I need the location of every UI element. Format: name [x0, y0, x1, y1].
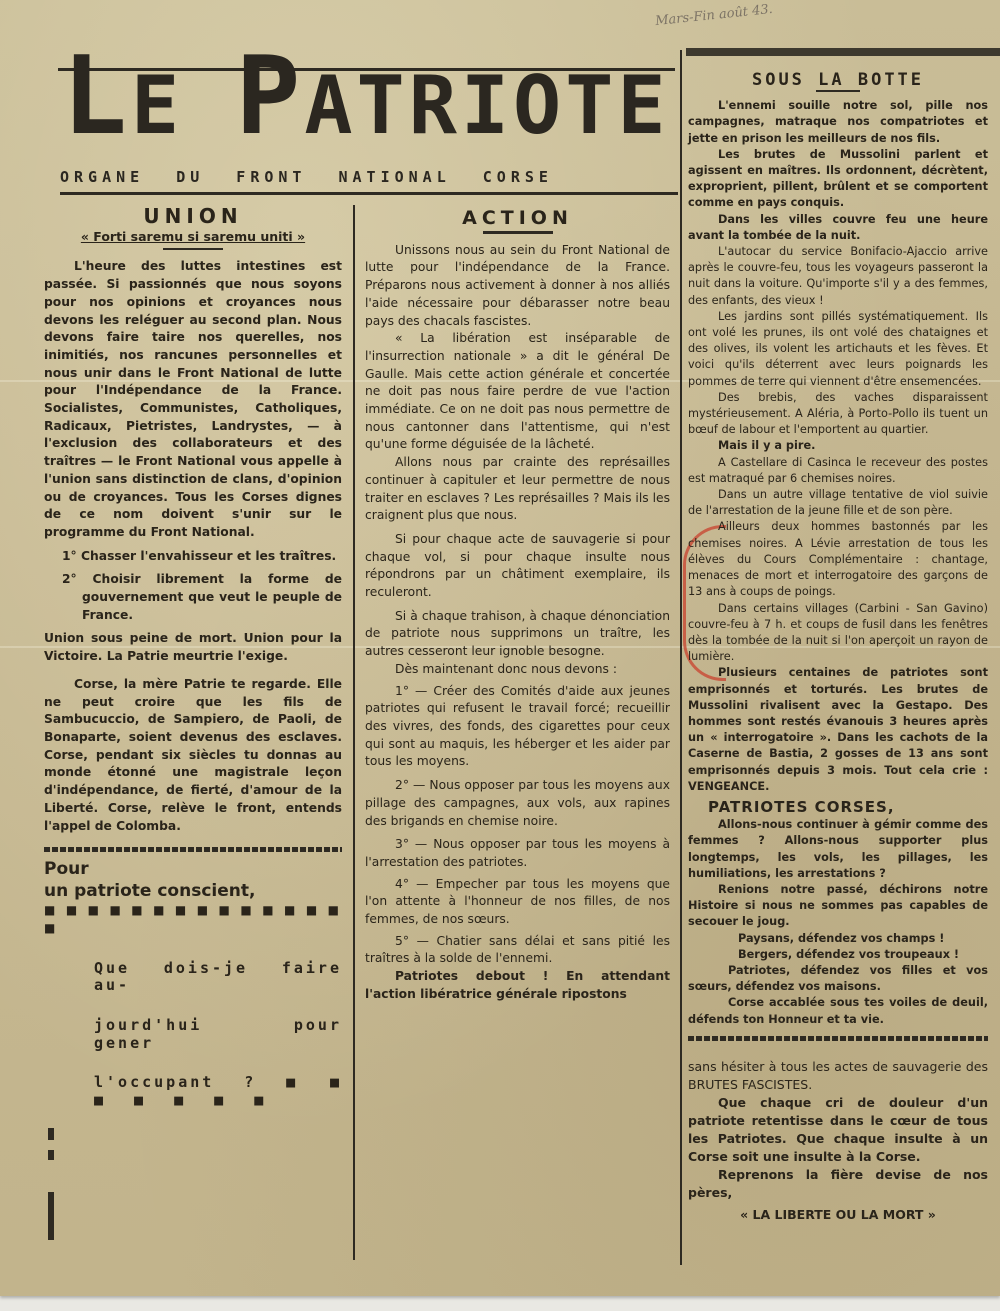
- action-item: 5° — Chatier sans délai et sans pitié les traîtres à la solde de l'ennemi.: [365, 933, 670, 966]
- defend-line: Bergers, défendez vos troupeaux !: [738, 947, 960, 961]
- pour-title-line1: Pour: [44, 859, 89, 880]
- left-marker: [48, 1192, 54, 1240]
- action-paragraph: Si pour chaque acte de sauvagerie si pour chaque vol, si pour chaque insulte nous répondrons par un châtiment exemplaire, ils reculeront.: [365, 531, 670, 600]
- union-item: 1° Chasser l'envahisseur et les traîtres.: [62, 548, 337, 563]
- masthead-letter-e: E: [131, 59, 236, 152]
- pour-title-line2: un patriote conscient,: [44, 881, 256, 902]
- final-paragraph: Que chaque cri de douleur d'un patriote retentisse dans le cœur de tous les Patriotes. Que chaque insulte à un Corse soit une insulte à la Corse.: [688, 1095, 988, 1164]
- question-line: Que dois-je faire au-: [94, 958, 342, 995]
- union-item: 2° Choisir librement la forme de gouvernement que veut le peuple de France.: [62, 572, 342, 622]
- union-column: [44, 204, 342, 1110]
- action-closing: Patriotes debout ! En attendant l'action libératrice générale ripostons: [365, 969, 670, 1001]
- masthead-letter-l: L: [62, 34, 132, 159]
- appeal-paragraph: Allons-nous continuer à gémir comme des femmes ? Allons-nous supporter plus longtemps, les vols, les pillages, les humiliations, les arrestations ?: [688, 818, 988, 880]
- title-underline: [483, 231, 553, 234]
- action-paragraph: Si à chaque trahison, à chaque dénonciation de patriote nous supprimons un traître, les autres cesseront leur ignoble besogne.: [365, 608, 670, 659]
- botte-paragraph: Les brutes de Mussolini parlent et agissent en maîtres. Ils ordonnent, décrètent, exproprient, pillent, brûlent et se comportent comme en pays conquis.: [688, 147, 988, 210]
- final-paragraph: Reprenons la fière devise de nos pères,: [688, 1167, 988, 1200]
- action-column: [365, 207, 670, 1004]
- sous-la-botte-column: [688, 72, 988, 1047]
- union-title: UNION: [143, 204, 243, 228]
- botte-paragraph: Plusieurs centaines de patriotes sont emprisonnés et torturés. Les brutes de Mussolini rivalisent avec la Gestapo. Des hommes sont restés évanouis 3 heures après un « interrogatoire ». Dans les cachots de la Caserne de Bastia, 2 gosses de 13 ans sont emprisonnés depuis 3 mois. Tout cela crie : VENGEANCE.: [688, 666, 988, 793]
- action-paragraph: Allons nous par crainte des représailles continuer à capituler et leur permettre de nous traiter en esclaves ? Les représailles ? Mais ils les craignent plus que nous.: [365, 455, 670, 523]
- defend-line: Corse accablée sous tes voiles de deuil, défends ton Honneur et ta vie.: [688, 996, 988, 1026]
- action-item: 1° — Créer des Comités d'aide aux jeunes patriotes qui refusent le travail forcé; recueillir des vivres, des fonds, des cigarettes pour ceux qui sont au maquis, les héberger et les aider par tous les moyens.: [365, 683, 670, 769]
- corse-paragraph: Corse, la mère Patrie te regarde. Elle ne peut croire que les fils de Sambucuccio, de Sampiero, de Paoli, de Bonaparte, soient devenus des esclaves. Corse, pendant six siècles tu donnas au monde étonné une magistrale leçon d'indépendance, de fierté, d'amour de la Liberté. Corse, relève le front, entends l'appel de Colomba.: [44, 676, 342, 833]
- final-section: [688, 1058, 988, 1224]
- masthead-bottom-rule: [60, 192, 678, 195]
- botte-paragraph: L'ennemi souille notre sol, pille nos campagnes, matraque nos compatriotes et jette en prison les meilleurs de nos fils.: [688, 99, 988, 145]
- left-marker: [48, 1150, 54, 1160]
- masthead-rest: ATRIOTE: [304, 59, 670, 152]
- botte-paragraph: L'autocar du service Bonifacio-Ajaccio arrive après le couvre-feu, tous les voyageurs passeront la nuit dans la voiture. Qu'importe s'il y a des femmes, des enfants, des vieux !: [688, 245, 988, 307]
- dashed-divider: [44, 847, 342, 852]
- left-marker: [48, 1128, 54, 1140]
- botte-paragraph: Mais il y a pire.: [718, 439, 816, 453]
- sous-la-botte-title: SOUS LA BOTTE: [751, 70, 925, 90]
- continuation-text: sans hésiter à tous les actes de sauvagerie des BRUTES FASCISTES.: [688, 1059, 988, 1092]
- title-underline: [816, 90, 860, 92]
- action-paragraph: « La libération est inséparable de l'insurrection nationale » a dit le général De Gaulle. Mais cette action générale et concertée ne doit pas nous faire perdre de vue l'action immédiate. Ce on ne doit pas nous permettre de nous cantonner dans l'attentisme, qui n'est qu'une forme déguisée de la lâcheté.: [365, 331, 670, 452]
- action-item: 4° — Empecher par tous les moyens que l'on attente à l'honneur de nos filles, de nos femmes, de nos sœurs.: [365, 876, 670, 927]
- action-item: 3° — Nous opposer par tous les moyens à l'arrestation des patriotes.: [365, 837, 670, 869]
- masthead-subtitle: ORGANE DU FRONT NATIONAL CORSE: [60, 168, 553, 186]
- botte-paragraph: Les jardins sont pillés systématiquement. Ils ont volé les prunes, ils ont volé des chataignes et des olives, ils volent les artichauts et les fèves. Et voici qu'ils déterrent avec leurs poignards les pommes de terre qui viennent d'être ensemencées.: [688, 309, 988, 388]
- patriotes-corses-heading: PATRIOTES CORSES,: [708, 797, 895, 816]
- dashed-divider: [688, 1036, 988, 1041]
- botte-paragraph: Dans un autre village tentative de viol suivie de l'arrestation de la jeune fille et de son père.: [688, 488, 988, 518]
- column-divider: [353, 205, 355, 1260]
- question-line: jourd'hui pour gener: [94, 1016, 342, 1052]
- union-paragraph: L'heure des luttes intestines est passée. Si passionnés que nous soyons pour nos opinions et croyances nous devons les reléguer au second plan. Nous devons faire taire nos querelles, nos inimitiés, nos rancunes personnelles et nous unir dans le Front National de lutte pour l'Indépendance de la France. Socialistes, Communistes, Catholiques, Radicaux, Pietristes, Landrystes, — à l'exclusion des collaborateurs et des traîtres — le Front National vous appelle à l'union sans distinction de clans, d'opinion ou de croyances. Tous les Corses dignes de ce nom doivent s'unir sur le programme du Front National.: [44, 259, 342, 539]
- masthead-title: [62, 34, 682, 162]
- defend-line: Patriotes, défendez vos filles et vos sœurs, défendez vos maisons.: [688, 963, 988, 994]
- botte-paragraph: A Castellare di Casinca le receveur des postes est matraqué par 6 chemises noires.: [688, 455, 988, 485]
- column-divider: [680, 50, 682, 1265]
- action-paragraph: Dès maintenant donc nous devons :: [395, 661, 617, 676]
- title-underline: [163, 248, 223, 250]
- defend-line: Paysans, défendez vos champs !: [738, 931, 945, 945]
- action-item: 2° — Nous opposer par tous les moyens aux pillage des campagnes, aux vols, aux rapines des brigands en chemise noire.: [365, 778, 670, 828]
- final-motto: « LA LIBERTE OU LA MORT »: [740, 1207, 936, 1222]
- dot-row: ■ ■ ■ ■ ■ ■ ■ ■ ■ ■ ■ ■ ■ ■ ■: [44, 903, 342, 935]
- botte-paragraph: Ailleurs deux hommes bastonnés par les chemises noires. A Lévie arrestation de tous les élèves du Cours Complémentaire : chantage, menaces de mort et interrogatoire des garçons de 13 ans à coups de poings.: [688, 520, 988, 599]
- botte-paragraph: Des brebis, des vaches disparaissent mystérieusement. A Aléria, à Porto-Pollo ils tuent un bœuf de labour et l'emportent au quartier.: [688, 390, 988, 437]
- botte-paragraph: Dans certains villages (Carbini - San Gavino) couvre-feu à 7 h. et coups de fusil dans les fenêtres dès la tombée de la nuit si l'on aperçoit un rayon de lumière.: [688, 601, 988, 664]
- appeal-paragraph: Renions notre passé, déchirons notre Histoire si nous ne sommes pas capables de secouer le joug.: [688, 882, 988, 929]
- action-paragraph: Unissons nous au sein du Front National de lutte pour l'indépendance de la France. Préparons nous activement à donner à nos alliés l'aide nécessaire pour débarasser notre beau pays des chacals fascistes.: [365, 242, 670, 328]
- question-line: l'occupant ? ■ ■ ■ ■ ■ ■ ■: [94, 1073, 342, 1110]
- masthead-letter-p: P: [235, 34, 305, 159]
- botte-paragraph: Dans les villes couvre feu une heure avant la tombée de la nuit.: [688, 212, 988, 242]
- handwritten-note: Mars-Fin août 43.: [654, 1, 774, 30]
- union-motto: « Forti saremu si saremu uniti »: [80, 228, 306, 244]
- union-closing: Union sous peine de mort. Union pour la Victoire. La Patrie meurtrie l'exige.: [44, 631, 342, 664]
- right-column-top-rule: [686, 48, 1000, 56]
- action-title: ACTION: [462, 207, 573, 229]
